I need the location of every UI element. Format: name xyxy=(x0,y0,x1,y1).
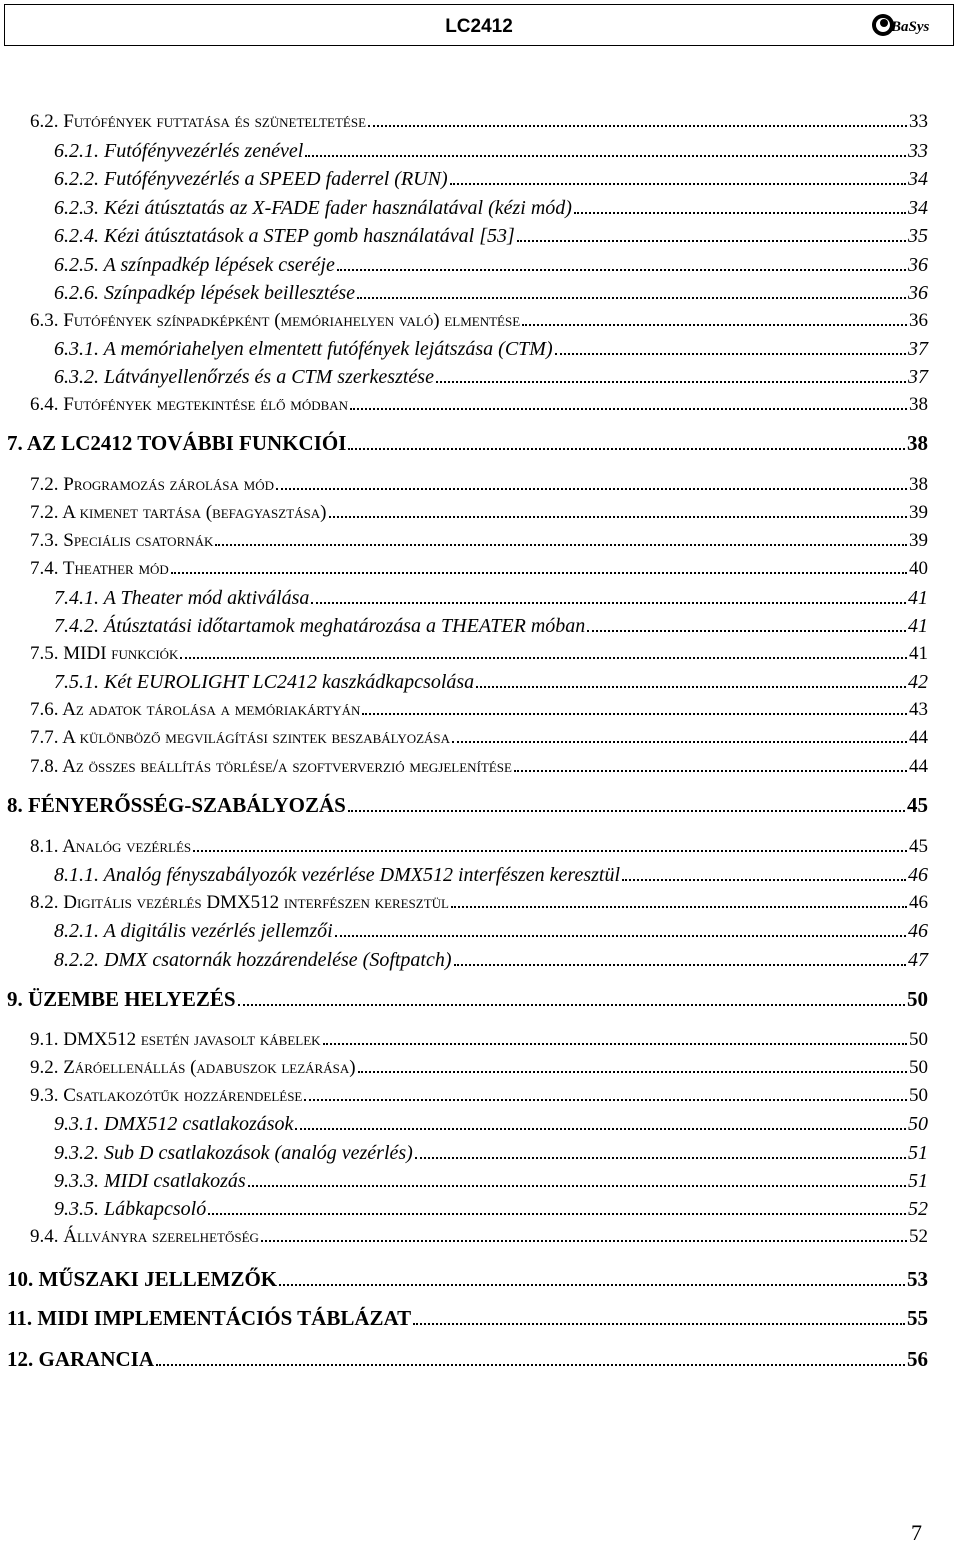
toc-entry[interactable] xyxy=(30,1086,928,1105)
toc-entry-title: 10. MŰSZAKI JELLEMZŐK xyxy=(7,1267,278,1291)
dot-leader xyxy=(574,211,906,214)
toc-entry-page: 44 xyxy=(909,756,928,777)
toc-entry-page: 34 xyxy=(908,197,928,219)
toc-entry[interactable] xyxy=(54,865,928,885)
dot-leader xyxy=(329,515,908,518)
toc-entry-page: 50 xyxy=(907,987,928,1011)
dot-leader xyxy=(517,239,906,242)
toc-entry-title: 7.2. A kimenet tartása (befagyasztása) xyxy=(30,502,327,523)
toc-entry-title: 8. FÉNYERŐSSÉG-SZABÁLYOZÁS xyxy=(7,793,346,817)
toc-entry-title: 6.2.6. Színpadkép lépések beillesztése xyxy=(54,282,356,304)
dot-leader xyxy=(522,323,907,326)
toc-entry-page: 39 xyxy=(909,530,928,551)
toc-entry[interactable] xyxy=(54,616,928,636)
toc-entry-title: 11. MIDI IMPLEMENTÁCIÓS TÁBLÁZAT xyxy=(7,1306,412,1330)
dot-leader xyxy=(350,407,907,410)
dot-leader xyxy=(587,629,906,632)
toc-entry-page: 46 xyxy=(909,892,928,913)
dot-leader xyxy=(305,154,906,157)
document-title: LC2412 xyxy=(445,16,513,37)
toc-entry[interactable] xyxy=(54,1143,928,1163)
toc-entry[interactable] xyxy=(30,728,928,747)
dot-leader xyxy=(452,740,907,743)
toc-entry[interactable] xyxy=(54,255,928,275)
toc-entry-title: 7.3. Speciális csatornák xyxy=(30,530,214,551)
toc-entry-title: 8.2.2. DMX csatornák hozzárendelése (Softpatch) xyxy=(54,949,452,971)
toc-entry[interactable] xyxy=(54,339,928,359)
toc-entry-page: 50 xyxy=(908,1113,928,1135)
toc-entry-page: 38 xyxy=(909,394,928,415)
dot-leader xyxy=(415,1156,906,1159)
toc-entry[interactable] xyxy=(54,672,928,692)
toc-entry[interactable] xyxy=(30,644,928,663)
dot-leader xyxy=(514,769,907,772)
dot-leader xyxy=(337,268,906,271)
toc-entry[interactable] xyxy=(7,1349,928,1370)
toc-entry-title: 8.2. Digitális vezérlés DMX512 interfészen keresztül xyxy=(30,892,449,913)
dot-leader xyxy=(261,1239,907,1242)
toc-entry-page: 56 xyxy=(907,1347,928,1371)
toc-entry[interactable] xyxy=(54,1114,928,1134)
toc-entry-title: 8.1. Analóg vezérlés xyxy=(30,836,192,857)
toc-entry-page: 45 xyxy=(907,793,928,817)
toc-entry[interactable] xyxy=(7,1269,928,1290)
toc-entry[interactable] xyxy=(54,367,928,387)
dot-leader xyxy=(454,963,906,966)
toc-entry-title: 7.7. A különböző megvilágítási szintek beszabályozása xyxy=(30,727,451,748)
toc-entry-title: 6.3.2. Látványellenőrzés és a CTM szerkesztése xyxy=(54,366,434,388)
toc-entry-title: 7.4. Theather mód xyxy=(30,558,169,579)
toc-entry-page: 36 xyxy=(909,310,928,331)
toc-entry-title: 6.2.2. Futófényvezérlés a SPEED faderrel (RUN) xyxy=(54,168,448,190)
dot-leader xyxy=(276,487,907,490)
toc-entry-title: 6.3.1. A memóriahelyen elmentett futófények lejátszása (CTM) xyxy=(54,338,553,360)
dot-leader xyxy=(476,685,906,688)
toc-entry-title: 7.5.1. Két EUROLIGHT LC2412 kaszkádkapcsolása xyxy=(54,671,475,693)
dot-leader xyxy=(215,543,907,546)
toc-entry-title: 8.1.1. Analóg fényszabályozók vezérlése DMX512 interfészen keresztül xyxy=(54,864,620,886)
toc-entry-title: 6.3. Futófények színpadképként (memóriahelyen való) elmentése xyxy=(30,310,521,331)
toc-entry-title: 7.4.1. A Theater mód aktiválása xyxy=(54,587,310,609)
toc-entry-title: 6.2.3. Kézi átúsztatás az X-FADE fader használatával (kézi mód) xyxy=(54,197,572,219)
toc-entry-title: 7.6. Az adatok tárolása a memóriakártyán xyxy=(30,699,361,720)
toc-entry-page: 35 xyxy=(908,225,928,247)
toc-entry[interactable] xyxy=(54,283,928,303)
toc-entry[interactable] xyxy=(54,588,928,608)
toc-entry-title: 7.8. Az összes beállítás törlése/a szoftververzió megjelenítése xyxy=(30,756,512,777)
dot-leader xyxy=(368,124,907,127)
toc-entry-title: 9.3.2. Sub D csatlakozások (analóg vezérlés) xyxy=(54,1142,413,1164)
dot-leader xyxy=(357,296,906,299)
toc-entry-page: 41 xyxy=(908,615,928,637)
toc-entry-page: 50 xyxy=(909,1057,928,1078)
toc-entry[interactable] xyxy=(30,837,928,856)
toc-entry-title: 6.2.4. Kézi átúsztatások a STEP gomb használatával [53] xyxy=(54,225,515,247)
toc-entry-title: 6.2. Futófények futtatása és szüneteltetése xyxy=(30,111,367,132)
toc-entry-title: 6.4. Futófények megtekintése élő módban xyxy=(30,394,349,415)
toc-entry-title: 9.3.3. MIDI csatlakozás xyxy=(54,1170,246,1192)
toc-entry-page: 52 xyxy=(909,1226,928,1247)
toc-entry-page: 51 xyxy=(908,1142,928,1164)
dot-leader xyxy=(335,934,906,937)
toc-entry[interactable] xyxy=(54,1171,928,1191)
toc-entry-title: 12. GARANCIA xyxy=(7,1347,154,1371)
toc-entry[interactable] xyxy=(54,169,928,189)
toc-entry-title: 9.3.1. DMX512 csatlakozások xyxy=(54,1113,294,1135)
toc-entry-page: 46 xyxy=(908,920,928,942)
toc-entry-page: 43 xyxy=(909,699,928,720)
toc-entry-title: 9.2. Záróellenállás (adabuszok lezárása) xyxy=(30,1057,356,1078)
dot-leader xyxy=(358,1070,907,1073)
page-number: 7 xyxy=(911,1520,922,1545)
toc-entry-page: 52 xyxy=(908,1198,928,1220)
toc-entry-title: 7.5. MIDI funkciók xyxy=(30,643,179,664)
dot-leader xyxy=(238,1003,905,1006)
toc-entry-page: 51 xyxy=(908,1170,928,1192)
toc-entry[interactable] xyxy=(54,950,928,970)
dot-leader xyxy=(180,656,907,659)
toc-entry-page: 33 xyxy=(908,140,928,162)
toc-entry-page: 38 xyxy=(907,431,928,455)
dot-leader xyxy=(362,712,907,715)
toc-entry-page: 33 xyxy=(909,111,928,132)
toc-entry-page: 34 xyxy=(908,168,928,190)
dot-leader xyxy=(156,1363,905,1366)
toc-entry[interactable] xyxy=(54,1199,928,1219)
toc-entry-page: 45 xyxy=(909,836,928,857)
logo-text: BaSys xyxy=(891,19,930,35)
toc-entry-title: 7.4.2. Átúsztatási időtartamok meghatározása a THEATER móban xyxy=(54,615,586,637)
toc-entry[interactable] xyxy=(54,198,928,218)
toc-entry-page: 38 xyxy=(909,474,928,495)
toc-entry-title: 9.4. Állványra szerelhetőség xyxy=(30,1226,259,1247)
toc-entry-page: 50 xyxy=(909,1029,928,1050)
toc-entry[interactable] xyxy=(30,559,928,578)
dot-leader xyxy=(451,905,907,908)
toc-entry[interactable] xyxy=(30,112,928,131)
toc-entry-page: 55 xyxy=(907,1306,928,1330)
dot-leader xyxy=(348,809,905,812)
dot-leader xyxy=(193,849,907,852)
toc-entry-page: 40 xyxy=(909,558,928,579)
toc-entry-title: 7. AZ LC2412 TOVÁBBI FUNKCIÓI xyxy=(7,431,347,455)
toc-entry[interactable] xyxy=(30,757,928,776)
toc-entry-title: 8.2.1. A digitális vezérlés jellemzői xyxy=(54,920,333,942)
toc-entry-page: 53 xyxy=(907,1267,928,1291)
toc-entry-page: 46 xyxy=(908,864,928,886)
toc-entry-title: 9.3. Csatlakozótűk hozzárendelése xyxy=(30,1085,303,1106)
toc-entry-page: 36 xyxy=(908,282,928,304)
toc-entry-title: 9.3.5. Lábkapcsoló xyxy=(54,1198,207,1220)
toc-entry[interactable] xyxy=(7,433,928,454)
dot-leader xyxy=(295,1127,906,1130)
toc-entry-title: 9. ÜZEMBE HELYEZÉS xyxy=(7,987,236,1011)
toc-entry[interactable] xyxy=(30,1030,928,1049)
toc-entry[interactable] xyxy=(30,893,928,912)
toc-entry-page: 50 xyxy=(909,1085,928,1106)
toc-entry-page: 37 xyxy=(908,366,928,388)
toc-entry[interactable] xyxy=(30,1227,928,1246)
toc-entry[interactable] xyxy=(30,395,928,414)
toc-entry[interactable] xyxy=(30,1058,928,1077)
dot-leader xyxy=(348,447,905,450)
toc-entry-title: 6.2.5. A színpadkép lépések cseréje xyxy=(54,254,335,276)
toc-entry-title: 9.1. DMX512 esetén javasolt kábelek xyxy=(30,1029,321,1050)
toc-entry[interactable] xyxy=(54,921,928,941)
toc-entry-page: 36 xyxy=(908,254,928,276)
dot-leader xyxy=(555,352,906,355)
toc-entry-page: 39 xyxy=(909,502,928,523)
toc-entry[interactable] xyxy=(30,531,928,550)
toc-entry-title: 7.2. Programozás zárolása mód xyxy=(30,474,275,495)
toc-entry[interactable] xyxy=(30,475,928,494)
dot-leader xyxy=(311,601,906,604)
toc-entry-page: 37 xyxy=(908,338,928,360)
dot-leader xyxy=(450,182,906,185)
dot-leader xyxy=(413,1322,905,1325)
toc-entry[interactable] xyxy=(30,311,928,330)
dot-leader xyxy=(304,1098,907,1101)
toc-entry[interactable] xyxy=(7,1308,928,1329)
dot-leader xyxy=(208,1212,906,1215)
toc-entry-page: 42 xyxy=(908,671,928,693)
dot-leader xyxy=(248,1184,906,1187)
toc-entry[interactable] xyxy=(54,226,928,246)
dot-leader xyxy=(622,878,906,881)
toc-entry-page: 41 xyxy=(908,587,928,609)
toc-entry[interactable] xyxy=(7,795,928,816)
dot-leader xyxy=(436,380,906,383)
toc-entry[interactable] xyxy=(7,989,928,1010)
toc-entry[interactable] xyxy=(30,503,928,522)
toc-entry[interactable] xyxy=(54,141,928,161)
toc-entry[interactable] xyxy=(30,700,928,719)
toc-entry-page: 44 xyxy=(909,727,928,748)
toc-entry-page: 41 xyxy=(909,643,928,664)
dot-leader xyxy=(279,1283,905,1286)
toc-entry-title: 6.2.1. Futófényvezérlés zenével xyxy=(54,140,304,162)
dot-leader xyxy=(171,571,907,574)
dot-leader xyxy=(323,1042,907,1045)
toc-entry-page: 47 xyxy=(908,949,928,971)
